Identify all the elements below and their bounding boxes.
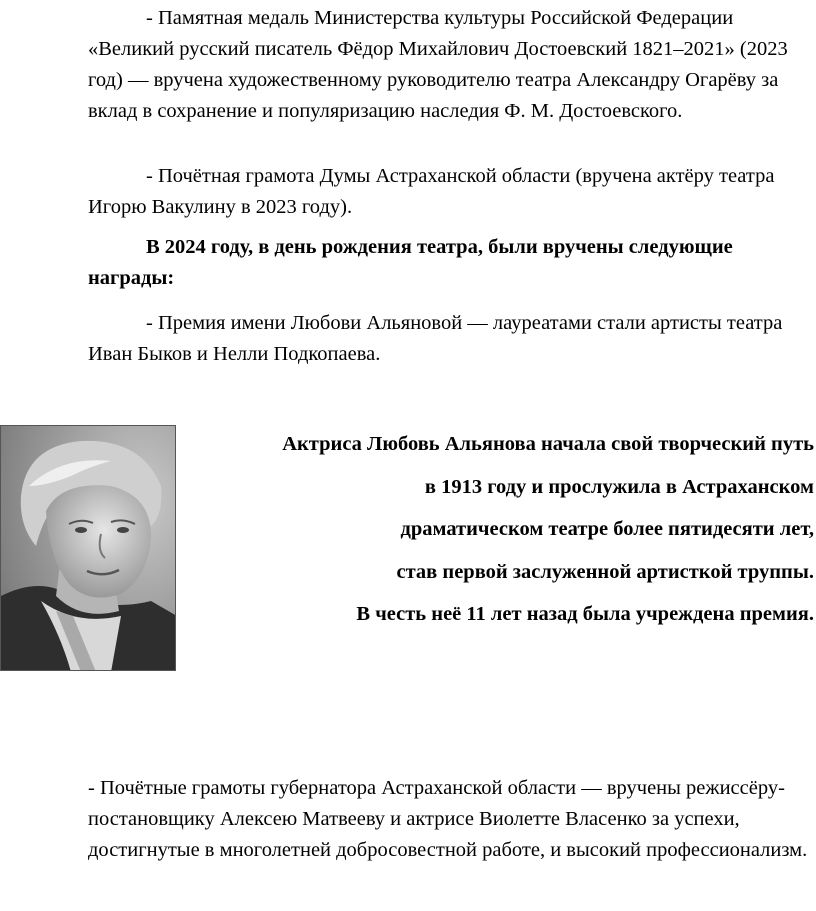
governor-awards-paragraph: - Почётные грамоты губернатора Астраханской области — вручены режиссёру-постановщику Алексею Матвееву и актрисе Виолетте Власенко за успехи, достигнутые в многолетней добросовестной работе, и высокий профессионализм. <box>88 777 808 861</box>
awards-2024-heading: В 2024 году, в день рождения театра, были вручены следующие награды: <box>88 236 733 289</box>
duma-award-paragraph: - Почётная грамота Думы Астраханской области (вручена актёру театра Игорю Вакулину в 2023 году). <box>88 165 775 218</box>
actress-portrait-photo <box>0 425 176 671</box>
caption-line: в 1913 году и прослужила в Астраханском <box>424 475 814 498</box>
prize-paragraph: - Премия имени Любови Альяновой — лауреатами стали артисты театра Иван Быков и Нелли Подкопаева. <box>88 312 783 365</box>
caption-line: Актриса Любовь Альянова начала свой творческий путь <box>282 433 814 455</box>
caption-line: драматическом театре более пятидесяти лет, <box>400 518 814 540</box>
actress-caption <box>190 423 814 636</box>
medal-paragraph: - Памятная медаль Министерства культуры Российской Федерации «Великий русский писатель Фёдор Михайлович Достоевский 1821–2021» (2023 год) — вручена художественному руководителю театра Александру Огарёву за вклад в сохранение и популяризацию наследия Ф. М. Достоевского. <box>88 7 788 122</box>
caption-line: став первой заслуженной артисткой труппы. <box>396 560 814 583</box>
caption-line: В честь неё 11 лет назад была учреждена премия. <box>356 603 814 625</box>
